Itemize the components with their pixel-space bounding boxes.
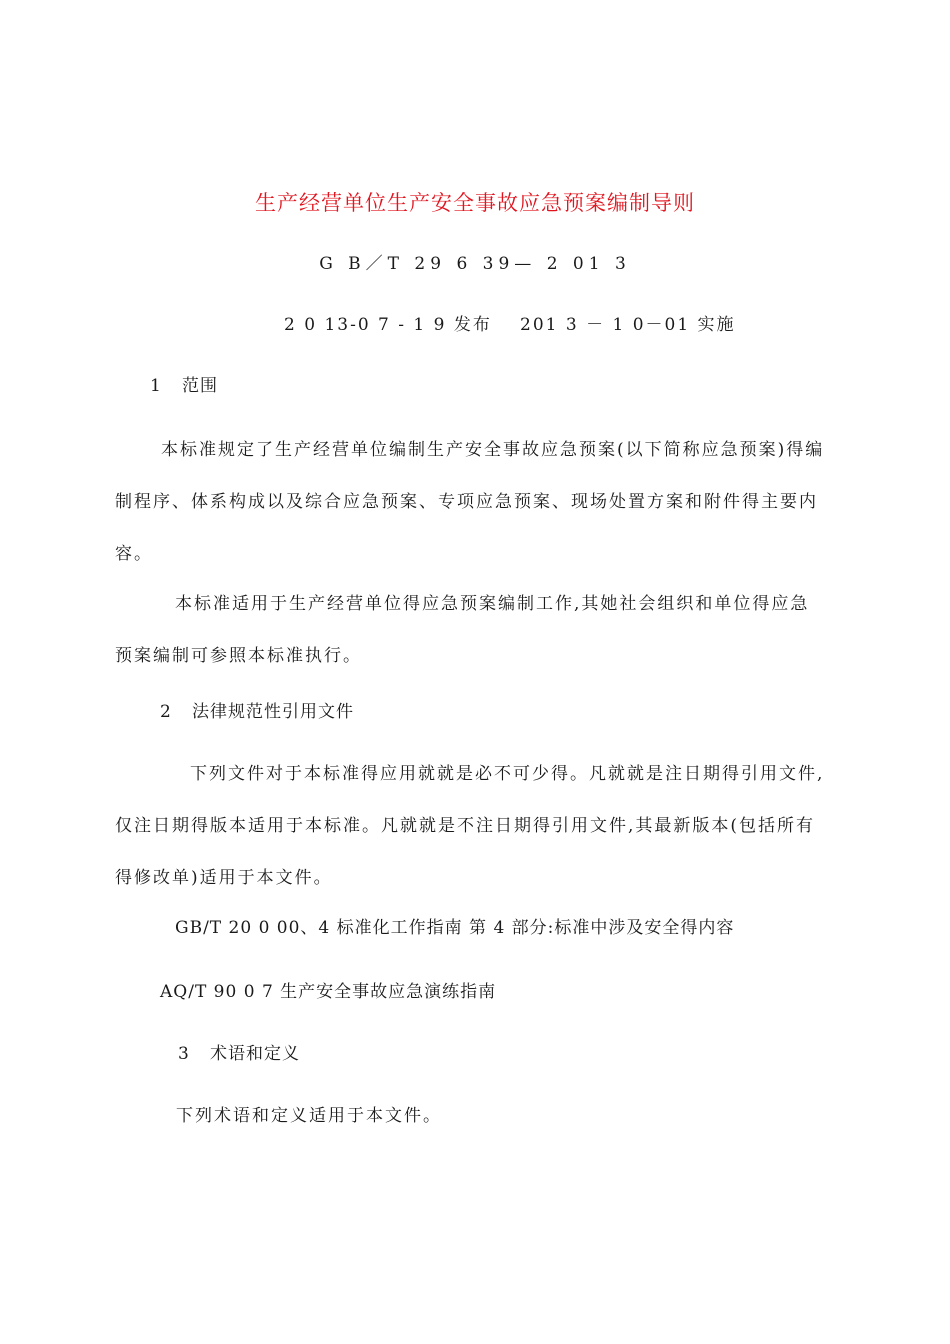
section-2-heading xyxy=(160,700,354,724)
reference-aqt-9007: AQ/T 90 0 7 生产安全事故应急演练指南 xyxy=(160,982,497,1002)
reference-gbt-20000-4: GB/T 20 0 00、4 标准化工作指南 第 4 部分:标准中涉及安全得内容 xyxy=(175,918,735,938)
text-line: 本标准适用于生产经营单位得应急预案编制工作,其她社会组织和单位得应急 xyxy=(175,594,810,614)
text-line: 得修改单)适用于本文件。 xyxy=(115,868,333,888)
section-3-paragraph-1: 下列术语和定义适用于本文件。 xyxy=(176,1106,442,1126)
text-line: 仅注日期得版本适用于本标准。凡就就是不注日期得引用文件,其最新版本(包括所有 xyxy=(115,816,816,836)
publish-date: 2 0 13-0 7 - 1 9 发布 xyxy=(284,315,492,335)
section-1-paragraph-2 xyxy=(115,578,830,682)
section-title: 术语和定义 xyxy=(210,1044,300,1064)
section-3-heading xyxy=(178,1042,300,1066)
section-title: 法律规范性引用文件 xyxy=(192,702,354,722)
section-2-paragraph-1 xyxy=(115,748,830,904)
effective-date: 201 3 － 1 0－01 实施 xyxy=(520,315,736,335)
text-line: 下列文件对于本标准得应用就就是必不可少得。凡就就是注日期得引用文件, xyxy=(190,764,825,784)
document-title: 生产经营单位生产安全事故应急预案编制导则 xyxy=(255,191,695,215)
text-line: 容。 xyxy=(115,544,153,564)
section-number: 2 xyxy=(160,702,172,722)
text-line: 预案编制可参照本标准执行。 xyxy=(115,646,362,666)
text-line: 本标准规定了生产经营单位编制生产安全事故应急预案(以下简称应急预案)得编 xyxy=(161,440,825,460)
section-number: 1 xyxy=(150,376,162,396)
text-line: 制程序、体系构成以及综合应急预案、专项应急预案、现场处置方案和附件得主要内 xyxy=(115,492,818,512)
section-number: 3 xyxy=(178,1044,190,1064)
section-title: 范围 xyxy=(182,376,218,396)
section-1-paragraph-1 xyxy=(115,424,830,580)
section-1-heading xyxy=(150,374,218,398)
standard-code: G B／T 29 6 39— 2 01 3 xyxy=(319,254,631,274)
